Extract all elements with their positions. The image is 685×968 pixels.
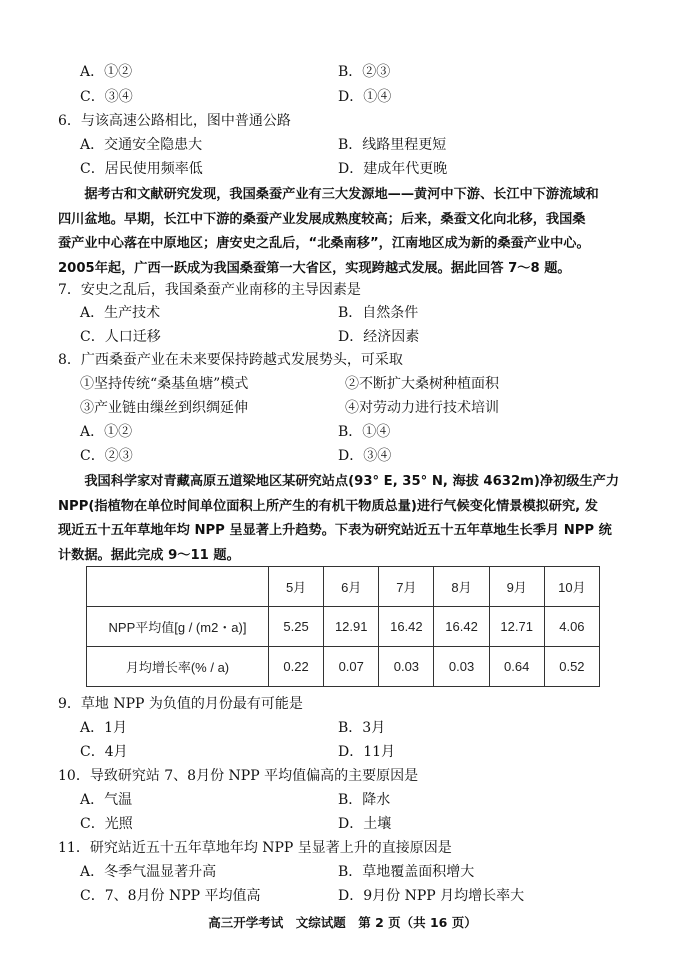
q7-option-d: D．经济因素 — [338, 329, 420, 345]
q11-option-b: B．草地覆盖面积增大 — [338, 864, 475, 880]
table-cell: 0.03 — [379, 647, 434, 687]
q7-option-b: B．自然条件 — [338, 305, 419, 321]
q5-option-c: C．③④ — [80, 89, 133, 105]
table-cell: 0.52 — [544, 647, 599, 687]
table-corner-cell — [87, 567, 269, 607]
table-row-label: NPP平均值[g / (m2・a)] — [87, 607, 269, 647]
table-cell: 0.07 — [324, 647, 379, 687]
passage-line: NPP(指植物在单位时间单位面积上所产生的有机干物质总量)进行气候变化情景模拟研究, 发 — [58, 498, 598, 514]
q11-stem: 11．研究站近五十五年草地年均 NPP 呈显著上升的直接原因是 — [58, 840, 452, 856]
table-cell: 12.91 — [324, 607, 379, 647]
q7-stem: 7．安史之乱后，我国桑蚕产业南移的主导因素是 — [58, 282, 361, 298]
q7-option-a: A．生产技术 — [80, 305, 161, 321]
q8-statement-2: ②不断扩大桑树种植面积 — [345, 376, 499, 392]
table-cell: 0.03 — [434, 647, 489, 687]
q8-statement-1: ①坚持传统“桑基鱼塘”模式 — [80, 376, 249, 392]
table-header-cell: 5月 — [269, 567, 324, 607]
passage-line: 蚕产业中心落在中原地区；唐安史之乱后，“北桑南移”，江南地区成为新的桑蚕产业中心。 — [58, 236, 590, 251]
q10-option-b: B．降水 — [338, 792, 391, 808]
passage-line: 计数据。据此完成 9～11 题。 — [58, 547, 240, 563]
table-cell: 4.06 — [544, 607, 599, 647]
table-header-cell: 9月 — [489, 567, 544, 607]
table-header-row — [87, 567, 600, 607]
q6-option-c: C．居民使用频率低 — [80, 161, 203, 177]
passage-line: 据考古和文献研究发现，我国桑蚕产业有三大发源地——黄河中下游、长江中下游流域和 — [58, 187, 599, 202]
table-cell: 12.71 — [489, 607, 544, 647]
q8-option-d: D．③④ — [338, 448, 392, 464]
table-cell: 5.25 — [269, 607, 324, 647]
table-cell: 16.42 — [434, 607, 489, 647]
q6-option-b: B．线路里程更短 — [338, 137, 447, 153]
q8-option-b: B．①④ — [338, 424, 391, 440]
q11-option-c: C．7、8月份 NPP 平均值高 — [80, 888, 261, 904]
table-row — [87, 607, 600, 647]
q9-option-a: A．1月 — [80, 720, 128, 736]
q8-stem: 8．广西桑蚕产业在未来要保持跨越式发展势头，可采取 — [58, 352, 403, 368]
npp-data-table — [86, 566, 600, 687]
q10-option-d: D．土壤 — [338, 816, 392, 832]
q10-option-a: A．气温 — [80, 792, 133, 808]
table-header-cell: 6月 — [324, 567, 379, 607]
q11-option-d: D．9月份 NPP 月均增长率大 — [338, 888, 525, 904]
q8-statement-4: ④对劳动力进行技术培训 — [345, 400, 499, 416]
table-cell: 0.22 — [269, 647, 324, 687]
passage-line: 2005年起，广西一跃成为我国桑蚕第一大省区，实现跨越式发展。据此回答 7～8 题。 — [58, 260, 571, 276]
q6-option-d: D．建成年代更晚 — [338, 161, 448, 177]
table-header-cell: 7月 — [379, 567, 434, 607]
table-header-cell: 8月 — [434, 567, 489, 607]
page-footer: 高三开学考试 文综试题 第 2 页（共 16 页） — [208, 915, 477, 930]
passage-line: 四川盆地。早期，长江中下游的桑蚕产业发展成熟度较高；后来，桑蚕文化向北移，我国桑 — [58, 211, 586, 227]
q9-option-c: C．4月 — [80, 744, 128, 760]
q10-stem: 10．导致研究站 7、8月份 NPP 平均值偏高的主要原因是 — [58, 768, 419, 784]
q9-option-d: D．11月 — [338, 744, 396, 760]
passage-npp-study — [58, 470, 630, 568]
q9-stem: 9．草地 NPP 为负值的月份最有可能是 — [58, 696, 303, 712]
table-row-label: 月均增长率(% / a) — [87, 647, 269, 687]
q7-option-c: C．人口迁移 — [80, 329, 161, 345]
table-cell: 16.42 — [379, 607, 434, 647]
passage-line: 现近五十五年草地年均 NPP 呈显著上升趋势。下表为研究站近五十五年草地生长季月 NPP 统 — [58, 523, 612, 538]
q8-option-a: A．①② — [80, 424, 133, 440]
q9-option-b: B．3月 — [338, 720, 386, 736]
q5-option-b: B．②③ — [338, 64, 391, 80]
q5-option-a: A．①② — [80, 64, 133, 80]
q5-option-d: D．①④ — [338, 89, 392, 105]
q8-option-c: C．②③ — [80, 448, 133, 464]
table-cell: 0.64 — [489, 647, 544, 687]
table-row — [87, 647, 600, 687]
q11-option-a: A．冬季气温显著升高 — [80, 864, 217, 880]
q8-statement-3: ③产业链由缫丝到织绸延伸 — [80, 400, 248, 416]
q10-option-c: C．光照 — [80, 816, 133, 832]
q6-option-a: A．交通安全隐患大 — [80, 137, 203, 153]
passage-line: 我国科学家对青藏高原五道梁地区某研究站点(93° E, 35° N, 海拔 4632m)净初级生产力 — [58, 474, 620, 489]
q6-stem: 6．与该高速公路相比，图中普通公路 — [58, 113, 291, 129]
passage-silk-industry — [58, 183, 630, 281]
table-header-cell: 10月 — [544, 567, 599, 607]
